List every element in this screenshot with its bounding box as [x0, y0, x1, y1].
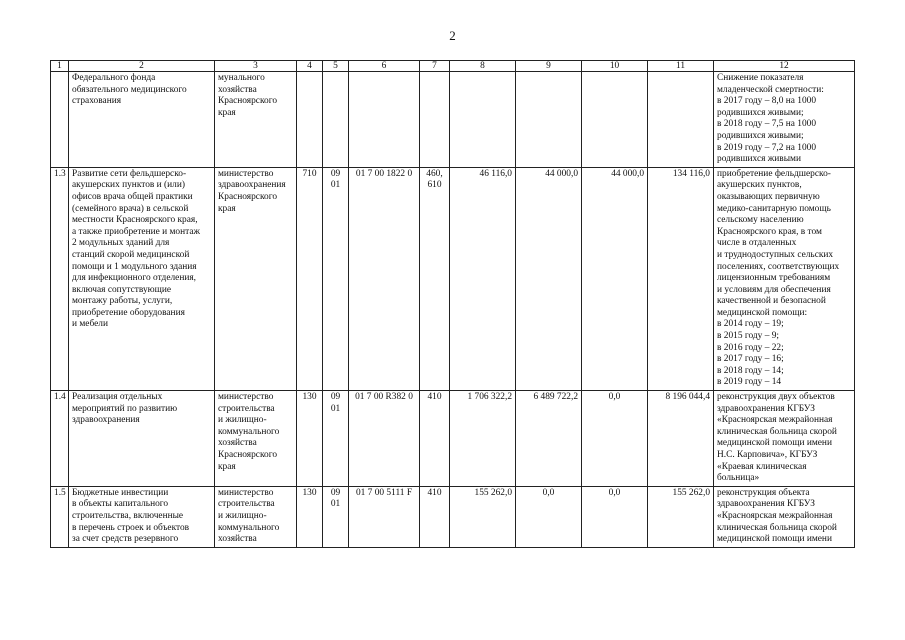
- vr-code: 410: [420, 486, 450, 547]
- table-row: [51, 167, 855, 390]
- col-header: 4: [297, 61, 323, 72]
- amount-2018: 0,0: [516, 486, 582, 547]
- amount-2019: 0,0: [582, 486, 648, 547]
- col-header: 2: [69, 61, 215, 72]
- executor: министерство строительства и жилищно- коммунального хозяйства Красноярского края: [215, 391, 297, 487]
- col-header: 5: [323, 61, 349, 72]
- table-row: [51, 72, 855, 168]
- amount-total: 134 116,0: [648, 167, 714, 390]
- amount-2018: 44 000,0: [516, 167, 582, 390]
- amount-2019: [582, 72, 648, 168]
- column-number-row: [51, 61, 855, 72]
- amount-2017: 155 262,0: [450, 486, 516, 547]
- expected-result: приобретение фельдшерско- акушерских пунктов, оказывающих первичную медико-санитарную помощь сельскому населению Красноярского края, в том числе в отдаленных и труднодоступных сельских поселениях, соответствующих лицензионным требованиям и условиям для обеспечения качественной и безопасной медицинской помощи: в 2014 году – 19; в 2015 году – 9; в 2016 году – 22; в 2017 году – 16; в 2018 году – 14; в 2019 году – 14: [714, 167, 855, 390]
- row-number: [51, 72, 69, 168]
- vr-code: [420, 72, 450, 168]
- grbs-code: 130: [297, 391, 323, 487]
- rzpr-code: 09 01: [323, 167, 349, 390]
- table-row: [51, 391, 855, 487]
- amount-2018: 6 489 722,2: [516, 391, 582, 487]
- amount-2017: 46 116,0: [450, 167, 516, 390]
- col-header: 10: [582, 61, 648, 72]
- grbs-code: 130: [297, 486, 323, 547]
- row-number: 1.4: [51, 391, 69, 487]
- measure-name: Федерального фонда обязательного медицинского страхования: [69, 72, 215, 168]
- col-header: 12: [714, 61, 855, 72]
- expected-result: Снижение показателя младенческой смертности: в 2017 году – 8,0 на 1000 родившихся живыми; в 2018 году – 7,5 на 1000 родившихся живыми; в 2019 году – 7,2 на 1000 родившихся живыми: [714, 72, 855, 168]
- col-header: 6: [349, 61, 420, 72]
- vr-code: 410: [420, 391, 450, 487]
- amount-2017: [450, 72, 516, 168]
- grbs-code: 710: [297, 167, 323, 390]
- col-header: 1: [51, 61, 69, 72]
- rzpr-code: 09 01: [323, 486, 349, 547]
- row-number: 1.5: [51, 486, 69, 547]
- rzpr-code: 09 01: [323, 391, 349, 487]
- grbs-code: [297, 72, 323, 168]
- amount-2018: [516, 72, 582, 168]
- col-header: 11: [648, 61, 714, 72]
- amount-total: [648, 72, 714, 168]
- csr-code: 01 7 00 1822 0: [349, 167, 420, 390]
- table-row: [51, 486, 855, 547]
- executor: мунального хозяйства Красноярского края: [215, 72, 297, 168]
- expected-result: реконструкция двух объектов здравоохранения КГБУЗ «Красноярская межрайонная клиническая больница скорой медицинской помощи имени Н.С. Карповича», КГБУЗ «Краевая клиническая больница»: [714, 391, 855, 487]
- amount-2019: 44 000,0: [582, 167, 648, 390]
- csr-code: 01 7 00 5111 F: [349, 486, 420, 547]
- page-number: 2: [449, 28, 456, 43]
- program-measures-table: [50, 60, 855, 548]
- vr-code: 460, 610: [420, 167, 450, 390]
- measure-name: Развитие сети фельдшерско- акушерских пунктов и (или) офисов врача общей практики (семейного врача) в сельской местности Красноярского края, а также приобретение и монтаж 2 модульных зданий для станций скорой медицинской помощи и 1 модульного здания для инфекционного отделения, включая сопутствующие монтажу работы, услуги, приобретение оборудования и мебели: [69, 167, 215, 390]
- row-number: 1.3: [51, 167, 69, 390]
- col-header: 8: [450, 61, 516, 72]
- executor: министерство строительства и жилищно- коммунального хозяйства: [215, 486, 297, 547]
- csr-code: 01 7 00 R382 0: [349, 391, 420, 487]
- executor: министерство здравоохранения Красноярского края: [215, 167, 297, 390]
- measure-name: Реализация отдельных мероприятий по развитию здравоохранения: [69, 391, 215, 487]
- measure-name: Бюджетные инвестиции в объекты капитального строительства, включенные в перечень строек и объектов за счет средств резервного: [69, 486, 215, 547]
- amount-total: 155 262,0: [648, 486, 714, 547]
- col-header: 9: [516, 61, 582, 72]
- rzpr-code: [323, 72, 349, 168]
- amount-total: 8 196 044,4: [648, 391, 714, 487]
- csr-code: [349, 72, 420, 168]
- amount-2017: 1 706 322,2: [450, 391, 516, 487]
- amount-2019: 0,0: [582, 391, 648, 487]
- col-header: 7: [420, 61, 450, 72]
- expected-result: реконструкция объекта здравоохранения КГБУЗ «Красноярская межрайонная клиническая больница скорой медицинской помощи имени: [714, 486, 855, 547]
- col-header: 3: [215, 61, 297, 72]
